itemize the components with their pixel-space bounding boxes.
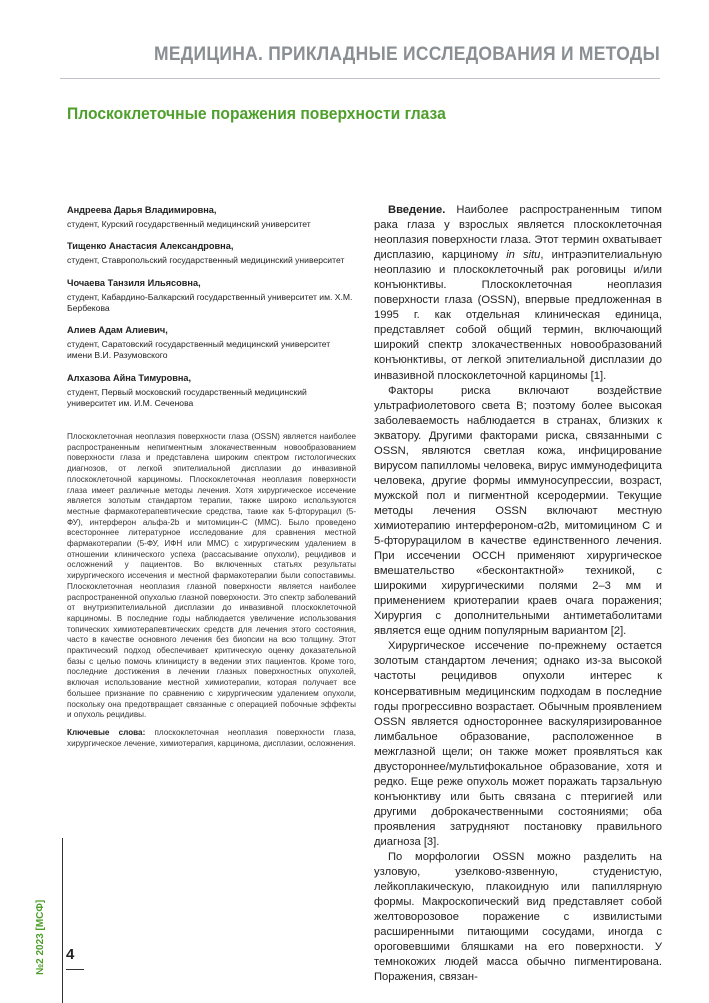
section-header: МЕДИЦИНА. ПРИКЛАДНЫЕ ИССЛЕДОВАНИЯ И МЕТОДЫ <box>154 44 660 65</box>
intro-text: Наиболее распространенным типом рака глаза у взрослых является плоскоклеточная неоплазия поверхности глаза. Этот термин охватывает дисплазию, карциному <box>374 204 662 262</box>
page-number: 4 <box>66 946 75 963</box>
author-affiliation: студент, Ставропольский государственный медицинский университет <box>67 255 345 266</box>
page-number-underline <box>66 969 84 970</box>
abstract <box>67 432 356 749</box>
author-name: Алхазова Айна Тимуровна, <box>67 372 192 383</box>
keywords <box>67 728 356 749</box>
article-body <box>374 203 662 985</box>
author-entry <box>67 372 357 410</box>
authors-list <box>67 204 357 419</box>
author-affiliation: студент, Первый московский государственный медицинский университет им. И.М. Сеченова <box>67 386 307 409</box>
author-entry <box>67 324 357 362</box>
abstract-text: Плоскоклеточная неоплазия поверхности глаза (OSSN) является наиболее распространенным непигментным злокачественным новообразованием поверхности глаза и представлена широким спектром гистологических диагнозов, от легкой эпителиальной дисплазии до инвазивной плоскоклеточной карциномы. Плоскоклеточная неоплазия поверхности глаза имеет различные методы лечения. Хотя хирургическое иссечение является золотым стандартом терапии, также широко используются местные фармакотерапевтические средства, такие как 5-фторурацил (5-ФУ), интерферон альфа-2b и митомицин-С (ММС). Было проведено всестороннее литературное исследование для сравнения местной фармакотерапии (5-ФУ, ИФН или ММС) с хирургическим удалением в отношении клинического успеха (рассасывание опухоли), рецидивов и осложнений у пациентов. Во включенных статьях результаты хирургического иссечения и местной фармакотерапии были сопоставимы. Плоскоклеточная неоплазия глазной поверхности является наиболее распространенной опухолью глазной поверхности. Это спектр заболеваний от внутриэпителиальной дисплазии до инвазивной плоскоклеточной карциномы. В последние годы наблюдается увеличение использования топических химиотерапевтических средств для лечения этого состояния, часто в качестве основного лечения без биопсии на всю толщину. Этот практический подход обеспечивает критическую оценку доказательной базы с целью помочь клиницисту в ведении этих пациентов. Кроме того, последние достижения в лечении глазных поверхностных опухолей, включая использование местной химиотерапии, которая получает все большее признание по сравнению с хирургическим удалением опухоли, поскольку она предотвращает связанные с операцией побочные эффекты и опухоль рецидивы. <box>67 432 356 720</box>
paragraph-intro <box>374 203 662 384</box>
author-name: Тищенко Анастасия Александровна, <box>67 241 234 252</box>
keywords-text: плоскоклеточная неоплазия поверхности глаза, хирургическое лечение, химиотерапия, карцинома, дисплазии, осложнения. <box>67 727 357 748</box>
margin-rule <box>62 838 63 1003</box>
article-title: Плоскоклеточные поражения поверхности глаза <box>67 104 446 123</box>
intro-text-end: , интраэпителиальную неоплазию и плоскоклеточный рак роговицы и/или конъюнктивы. Плоскоклеточная неоплазия поверхности глаза (OSSN), впервые предложенная в 1995 г. как отдельная клиническая единица, представляет собой общий термин, включающий широкий спектр злокачественных новообразований конъюнктивы, от легкой эпителиальной дисплазии до инвазивной плоскоклеточной карциномы [1]. <box>374 249 662 382</box>
author-name: Чочаева Танзиля Ильясовна, <box>67 277 201 288</box>
author-name: Андреева Дарья Владимировна, <box>67 205 217 215</box>
author-entry <box>67 240 357 266</box>
paragraph: Факторы риска включают воздействие ультрафиолетового света B; поэтому более высокая заболеваемость наблюдается в странах, близких к экватору. Другими факторами риска, связанными с OSSN, являются светлая кожа, инфицирование вирусом папилломы человека, вирус иммунодефицита человека, другие формы иммуносупрессии, возраст, мужской пол и пигментной ксеродермии. Текущие методы лечения OSSN включают местную химиотерапию интерфероном-α2b, митомицином С и 5-фторурацилом в качестве единственного лечения. При иссечении ОССН применяют хирургическое вмешательство «бесконтактной» техникой, с широкими хирургическими полями 2–3 мм и применением криотерапии краев очага поражения; Хирургия с дополнительными антиметаболитами является еще одним популярным вариантом [2]. <box>374 384 662 638</box>
paragraph: По морфологии OSSN можно разделить на узловую, узелково-язвенную, студенистую, лейкоплакическую, плакоидную или папиллярную формы. Макроскопический вид представляет собой желтоворозовое поражение с извилистыми расширенными питающими сосудами, иногда с ороговевшими бляшками на его поверхности. У темнокожих людей масса обычно пигментирована. Поражения, связан- <box>374 851 662 984</box>
header-divider <box>60 78 660 79</box>
author-affiliation: студент, Курский государственный медицинский университет <box>67 219 311 229</box>
journal-issue-label: №2 2023 [МСФ] <box>35 899 46 975</box>
intro-label: Введение. <box>388 204 446 216</box>
intro-italic: in situ <box>506 249 541 262</box>
author-entry <box>67 204 357 230</box>
keywords-label: Ключевые слова: <box>67 727 146 737</box>
paragraph: Хирургическое иссечение по-прежнему остается золотым стандартом лечения; однако из-за высокой частоты рецидивов опухоли интерес к консервативным медицинским подходам в последние годы прогрессивно возрастает. Обычным проявлением OSSN является одностороннее васкуляризированное лимбальное образование, расположенное в межглазной щели; он также может проявляться как двустороннее/мультифокальное образование, хотя и редко. Еще реже опухоль может поражать тарзальную конъюнктиву или быть связана с птеригией или другими доброкачественными состояниями; оба проявления затрудняют постановку правильного диагноза [3]. <box>374 640 662 848</box>
author-entry <box>67 277 357 315</box>
author-name: Алиев Адам Алиевич, <box>67 325 168 336</box>
author-affiliation: студент, Саратовский государственный медицинский университет имени В.И. Разумовского <box>67 339 331 361</box>
author-affiliation: студент, Кабардино-Балкарский государственный университет им. Х.М. Бербекова <box>67 291 353 313</box>
